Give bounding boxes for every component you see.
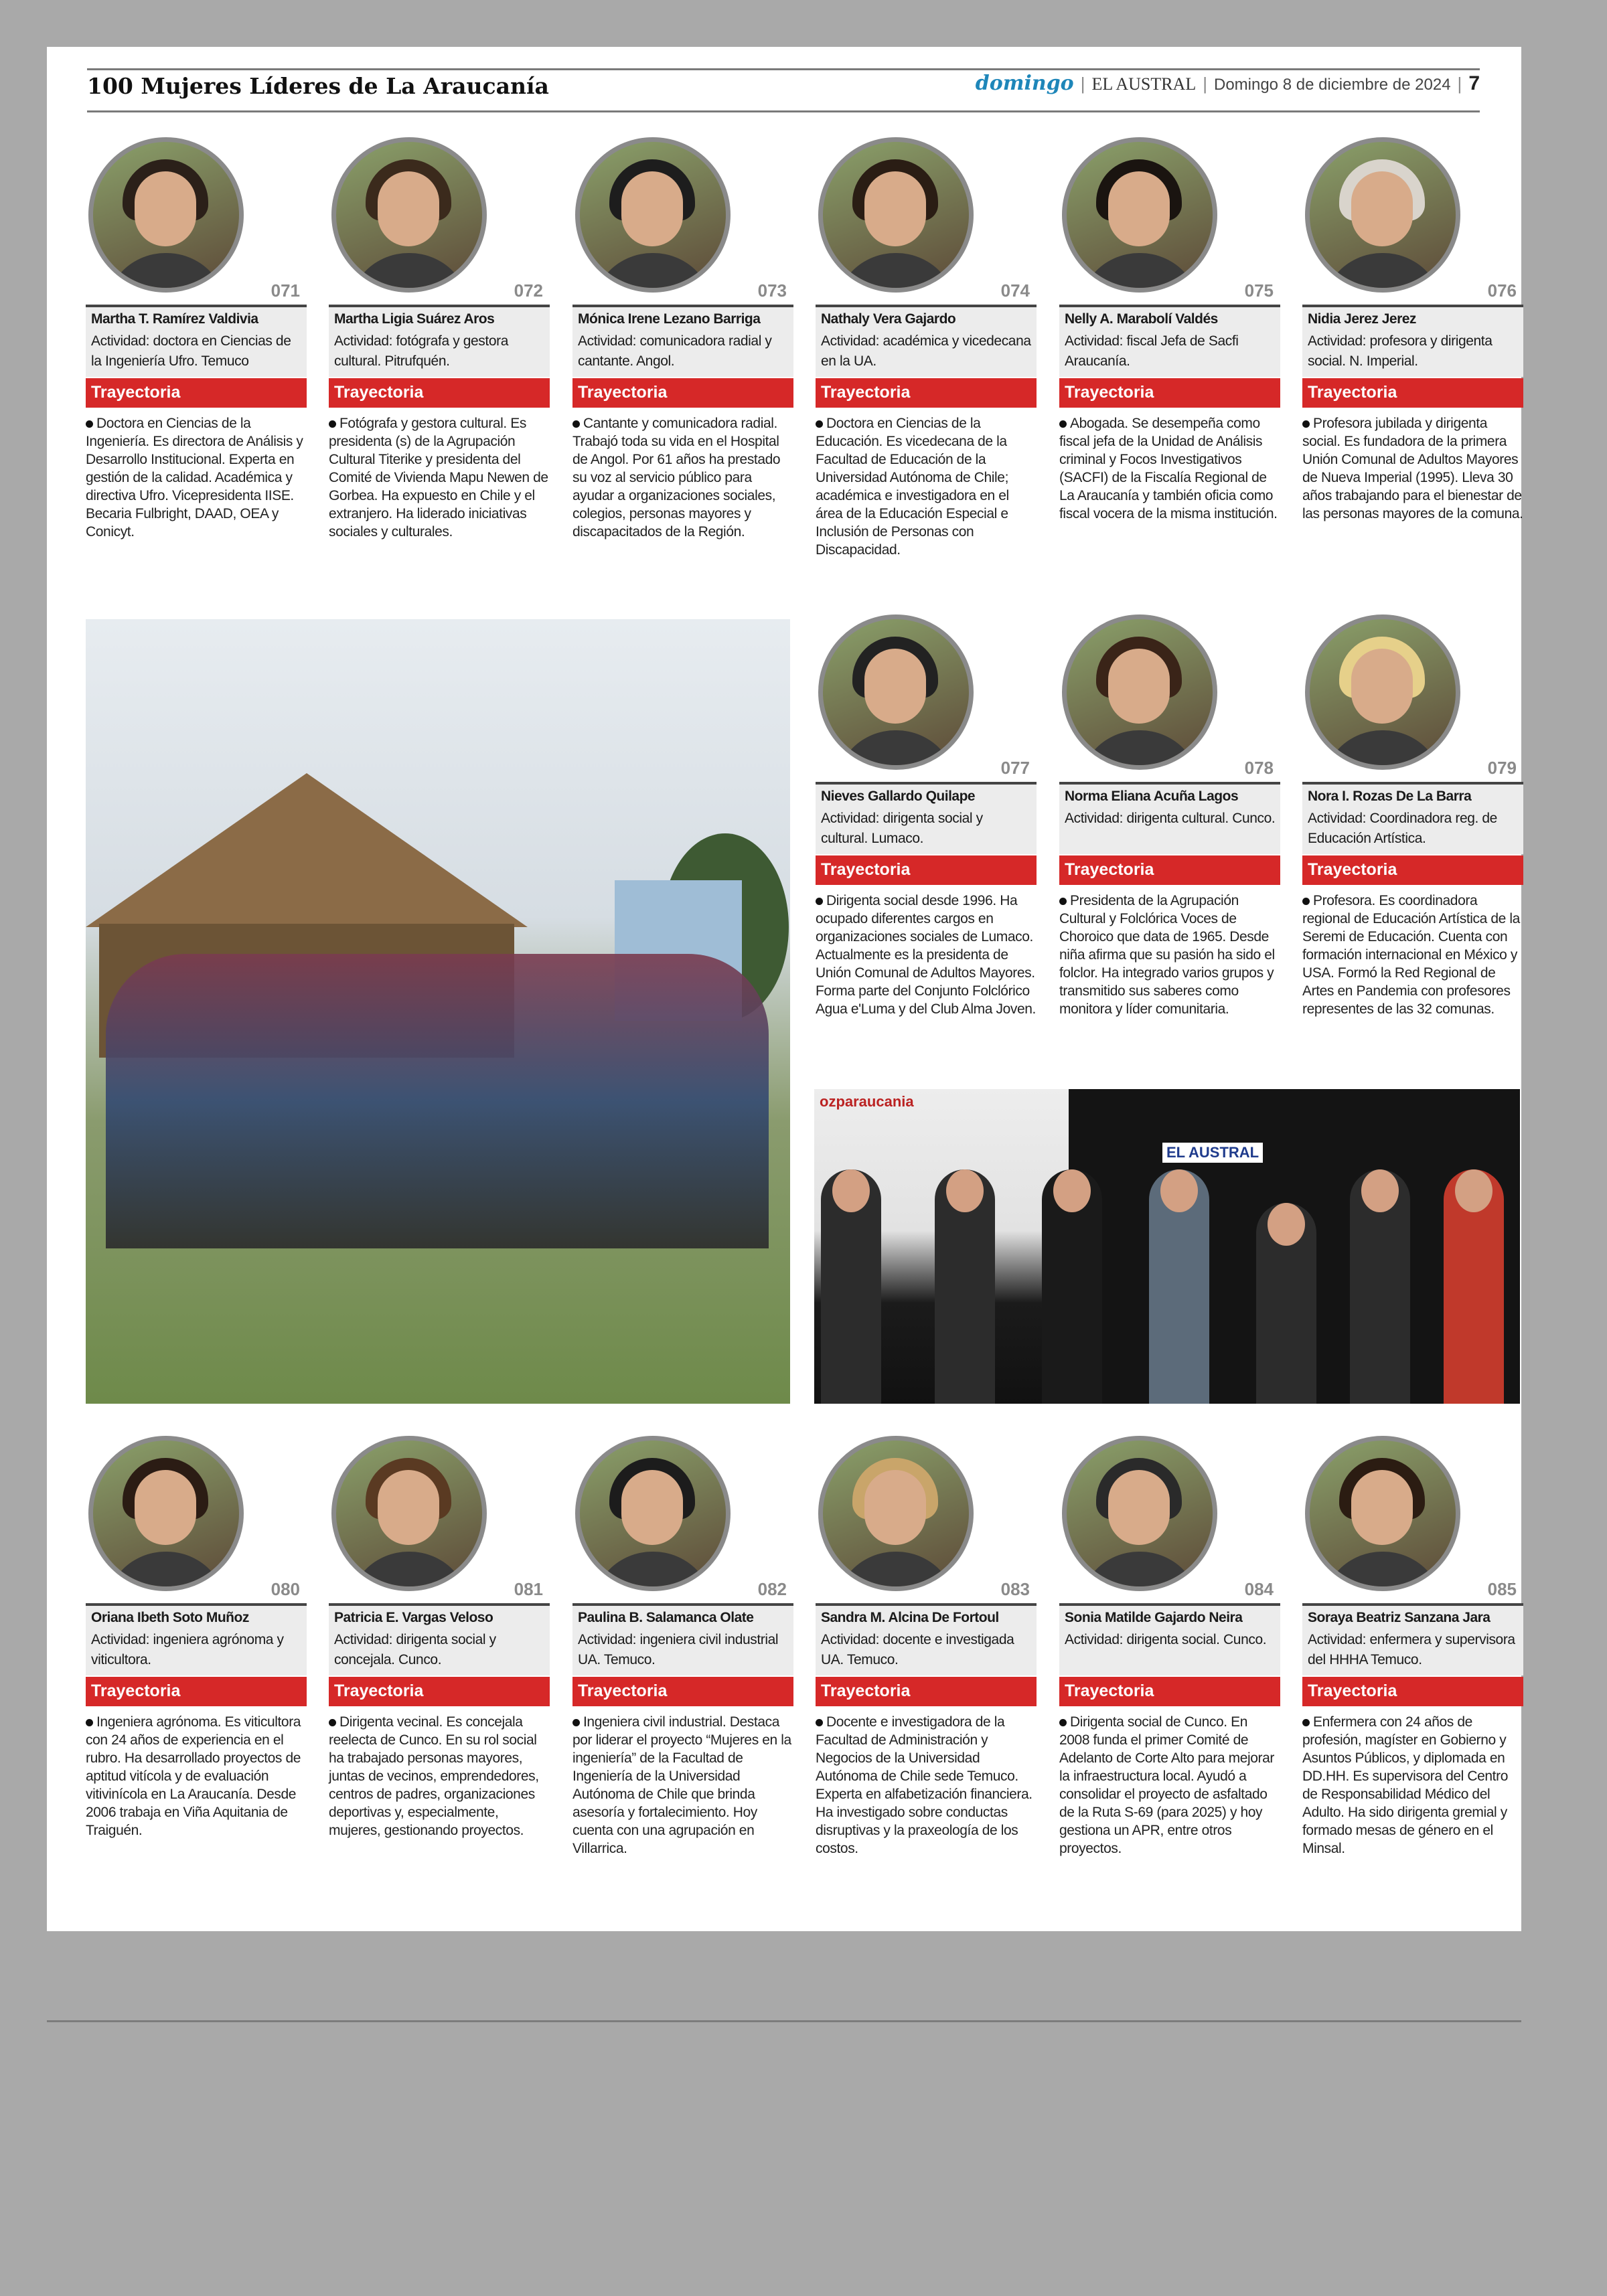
portrait-face: [621, 171, 683, 246]
bullet-icon: [329, 1719, 336, 1726]
profile-info-box: [816, 782, 1037, 854]
profile-name: Nieves Gallardo Quilape: [821, 789, 976, 804]
profile-description-text: Doctora en Ciencias de la Ingeniería. Es directora de Análisis y Desarrollo Institucional. Experta en gestión de la calidad. Académica y directiva Ufro. Vicepresidenta IISE. Becaria Fulbright, DAAD, OEA y Conicyt.: [86, 416, 303, 540]
event-person-head: [1361, 1169, 1399, 1212]
profile-description: [1059, 414, 1280, 523]
profile-description: [1302, 414, 1523, 523]
profile-description-text: Cantante y comunicadora radial. Trabajó toda su vida en el Hospital de Angol. Por 61 años ha prestado su voz al servicio público para ayudar a organizaciones sociales, colegios, personas mayores y discapacitados de la Región.: [572, 416, 781, 540]
profile-name: Martha Ligia Suárez Aros: [334, 311, 495, 327]
portrait-photo: [88, 137, 244, 293]
profile-description-text: Profesora jubilada y dirigenta social. Es fundadora de la primera Unión Comunal de Adultos Mayores de Nueva Imperial (1995). Lleva 30 años trabajando para el bienestar de las personas mayores de la comuna.: [1302, 416, 1523, 521]
profile-description: [1302, 1713, 1523, 1858]
portrait-face: [135, 1470, 196, 1545]
portrait-face: [864, 1470, 926, 1545]
profile-card: [816, 1436, 1037, 1856]
portrait-body: [105, 1552, 227, 1591]
profile-info-box: [816, 1603, 1037, 1675]
profile-number: 075: [1244, 280, 1274, 301]
profile-name: Nidia Jerez Jerez: [1308, 311, 1416, 327]
profile-description: [86, 1713, 307, 1839]
profile-name: Patricia E. Vargas Veloso: [334, 1610, 493, 1625]
profile-info-box: [816, 305, 1037, 377]
portrait-face: [1351, 1470, 1413, 1545]
portrait-face: [864, 171, 926, 246]
profile-number: 080: [271, 1579, 300, 1599]
profile-description-text: Doctora en Ciencias de la Educación. Es vicedecana de la Facultad de Educación de la Universidad Autónoma de Chile; académica e investigadora en el área de la Educación Especial e Inclusión de Personas con Discapacidad.: [816, 416, 1009, 558]
trayectoria-text: Trayectoria: [334, 383, 424, 402]
profile-description-text: Dirigenta vecinal. Es concejala reelecta de Cunco. En su rol social ha trabajado personas mayores, juntas de vecinos, emprendedores, centros de padres, organizaciones deportivas y, especialmente, mujeres, gestionando proyectos.: [329, 1714, 539, 1838]
trayectoria-text: Trayectoria: [1308, 860, 1397, 879]
profile-activity: Actividad: fotógrafa y gestora cultural. Pitrufquén.: [334, 333, 508, 369]
bullet-icon: [86, 420, 93, 428]
portrait-body: [835, 1552, 957, 1591]
masthead-separator: |: [1080, 74, 1085, 94]
profile-description: [1059, 1713, 1280, 1858]
trayectoria-text: Trayectoria: [821, 383, 911, 402]
profile-info-box: [572, 1603, 793, 1675]
trayectoria-text: Trayectoria: [91, 383, 181, 402]
profile-description-text: Docente e investigadora de la Facultad de Administración y Negocios de la Universidad Autónoma de Chile sede Temuco. Experta en alfabetización financiera. Ha investigado sobre conductas disruptivas y la praxeología de los costos.: [816, 1714, 1032, 1856]
portrait-body: [1322, 253, 1444, 293]
profile-description: [816, 1713, 1037, 1858]
profile-name: Norma Eliana Acuña Lagos: [1065, 789, 1239, 804]
portrait-body: [835, 730, 957, 770]
profile-name: Nelly A. Marabolí Valdés: [1065, 311, 1218, 327]
profile-card: [1302, 614, 1523, 1017]
portrait-photo: [1062, 137, 1217, 293]
portrait-photo: [575, 1436, 731, 1591]
portrait-face: [1108, 649, 1170, 724]
profile-description-text: Dirigenta social desde 1996. Ha ocupado diferentes cargos en organizaciones sociales de Lumaco. Actualmente es la presidenta de Unión Comunal de Adultos Mayores. Forma parte del Conjunto Folclórico Agua e'Luma y del Club Alma Joven.: [816, 893, 1036, 1017]
trayectoria-label: [1302, 855, 1523, 885]
profile-activity: Actividad: doctora en Ciencias de la Ingeniería Ufro. Temuco: [91, 333, 291, 369]
profile-info-box: [329, 1603, 550, 1675]
photo-hut-roof: [86, 773, 528, 927]
profile-info-box: [86, 305, 307, 377]
profile-number: 081: [514, 1579, 543, 1599]
profile-name: Nora I. Rozas De La Barra: [1308, 789, 1472, 804]
trayectoria-label: [1059, 378, 1280, 408]
trayectoria-label: [86, 378, 307, 408]
portrait-photo: [1305, 137, 1460, 293]
profile-activity: Actividad: docente e investigada UA. Temuco.: [821, 1632, 1014, 1667]
portrait-face: [1108, 1470, 1170, 1545]
bullet-icon: [572, 1719, 580, 1726]
portrait-face: [378, 1470, 439, 1545]
portrait-body: [1079, 1552, 1201, 1591]
event-photo: [814, 1089, 1520, 1404]
trayectoria-label: [1059, 1677, 1280, 1706]
profile-description-text: Enfermera con 24 años de profesión, magíster en Gobierno y Asuntos Públicos, y diplomada en DD.HH. Es supervisora del Centro de Responsabilidad Médico del Adulto. Ha sido dirigenta gremial y formado mesas de género en el Minsal.: [1302, 1714, 1508, 1856]
profile-number: 083: [1000, 1579, 1030, 1599]
profile-activity: Actividad: fiscal Jefa de Sacfi Araucanía.: [1065, 333, 1239, 369]
portrait-body: [348, 1552, 470, 1591]
profile-description-text: Ingeniera civil industrial. Destaca por liderar el proyecto “Mujeres en la ingeniería” de la Facultad de Ingeniería de la Universidad Autónoma de Chile que brinda asesoría y fortalecimiento. Hoy cuenta con una agrupación en Villarrica.: [572, 1714, 791, 1856]
profile-info-box: [572, 305, 793, 377]
profile-description-text: Dirigenta social de Cunco. En 2008 funda el primer Comité de Adelanto de Corte Alto para mejorar la infraestructura local. Ayudó a consolidar el proyecto de asfaltado de la Ruta S-69 (para 2025) y hoy gestiona un APR, entre otros proyectos.: [1059, 1714, 1275, 1856]
portrait-body: [105, 253, 227, 293]
photo-crowd: [106, 954, 769, 1248]
profile-name: Mónica Irene Lezano Barriga: [578, 311, 761, 327]
portrait-photo: [818, 137, 974, 293]
trayectoria-text: Trayectoria: [334, 1682, 424, 1700]
profile-card: [86, 137, 307, 540]
profile-info-box: [1059, 782, 1280, 854]
bullet-icon: [816, 420, 823, 428]
portrait-body: [592, 1552, 714, 1591]
profile-description: [1302, 892, 1523, 1018]
trayectoria-label: [86, 1677, 307, 1706]
profile-activity: Actividad: dirigenta social y cultural. Lumaco.: [821, 811, 983, 846]
trayectoria-label: [816, 378, 1037, 408]
trayectoria-text: Trayectoria: [1308, 383, 1397, 402]
profile-card: [329, 137, 550, 540]
portrait-face: [621, 1470, 683, 1545]
profile-number: 084: [1244, 1579, 1274, 1599]
profile-activity: Actividad: profesora y dirigenta social. N. Imperial.: [1308, 333, 1493, 369]
profile-info-box: [329, 305, 550, 377]
portrait-body: [1079, 253, 1201, 293]
bullet-icon: [1059, 420, 1067, 428]
event-person-head: [1268, 1203, 1305, 1246]
event-logo-ozparaucania: ozparaucania: [820, 1093, 914, 1110]
profile-info-box: [1059, 305, 1280, 377]
trayectoria-label: [329, 378, 550, 408]
profile-name: Soraya Beatriz Sanzana Jara: [1308, 1610, 1490, 1625]
profile-description: [572, 414, 793, 541]
profile-activity: Actividad: académica y vicedecana en la UA.: [821, 333, 1031, 369]
profile-card: [572, 1436, 793, 1856]
portrait-photo: [1062, 614, 1217, 770]
bullet-icon: [1059, 1719, 1067, 1726]
trayectoria-text: Trayectoria: [578, 1682, 668, 1700]
profile-number: 072: [514, 280, 543, 301]
portrait-photo: [575, 137, 731, 293]
profile-number: 076: [1487, 280, 1517, 301]
profile-card: [86, 1436, 307, 1838]
portrait-face: [1108, 171, 1170, 246]
section-title: 100 Mujeres Líderes de La Araucanía: [87, 73, 549, 99]
bullet-icon: [816, 1719, 823, 1726]
profile-description: [86, 414, 307, 541]
bullet-icon: [329, 420, 336, 428]
bottom-rule: [47, 2020, 1521, 2022]
trayectoria-text: Trayectoria: [1065, 1682, 1154, 1700]
masthead-paper: EL AUSTRAL: [1091, 74, 1197, 94]
profile-description: [1059, 892, 1280, 1018]
trayectoria-label: [329, 1677, 550, 1706]
profile-activity: Actividad: comunicadora radial y cantante. Angol.: [578, 333, 772, 369]
bullet-icon: [572, 420, 580, 428]
profile-name: Oriana Ibeth Soto Muñoz: [91, 1610, 249, 1625]
profile-card: [1302, 137, 1523, 521]
profile-description-text: Ingeniera agrónoma. Es viticultora con 24 años de experiencia en el rubro. Ha desarrollado proyectos de aptitud vitícola y de evaluación vitivinícola en La Araucanía. Desde 2006 trabaja en Viña Aquitania de Traiguén.: [86, 1714, 301, 1838]
event-person-head: [1053, 1169, 1091, 1212]
trayectoria-text: Trayectoria: [821, 860, 911, 879]
profile-number: 077: [1000, 758, 1030, 778]
portrait-body: [1322, 1552, 1444, 1591]
portrait-photo: [1305, 1436, 1460, 1591]
trayectoria-label: [572, 1677, 793, 1706]
profile-card: [572, 137, 793, 540]
profile-number: 085: [1487, 1579, 1517, 1599]
bullet-icon: [816, 898, 823, 905]
profile-description: [816, 414, 1037, 559]
trayectoria-label: [1302, 1677, 1523, 1706]
bullet-icon: [1059, 898, 1067, 905]
trayectoria-text: Trayectoria: [1065, 383, 1154, 402]
profile-description: [572, 1713, 793, 1858]
portrait-body: [348, 253, 470, 293]
portrait-photo: [1305, 614, 1460, 770]
trayectoria-label: [816, 1677, 1037, 1706]
profile-card: [329, 1436, 550, 1838]
profile-description-text: Presidenta de la Agrupación Cultural y Folclórica Voces de Choroico que data de 1965. Desde niña afirma que su pasión ha sido el folclor. Ha integrado varios grupos y transmitido sus saberes como monitora y líder comunitaria.: [1059, 893, 1275, 1017]
portrait-face: [135, 171, 196, 246]
portrait-photo: [88, 1436, 244, 1591]
profile-description: [816, 892, 1037, 1018]
profile-info-box: [1059, 1603, 1280, 1675]
portrait-body: [1079, 730, 1201, 770]
newspaper-page: [47, 47, 1521, 1931]
profile-activity: Actividad: dirigenta social y concejala. Cunco.: [334, 1632, 496, 1667]
profile-description: [329, 1713, 550, 1839]
portrait-body: [1322, 730, 1444, 770]
profile-activity: Actividad: dirigenta social. Cunco.: [1065, 1632, 1267, 1647]
profile-number: 079: [1487, 758, 1517, 778]
profile-name: Paulina B. Salamanca Olate: [578, 1610, 754, 1625]
profile-number: 082: [757, 1579, 787, 1599]
profile-activity: Actividad: Coordinadora reg. de Educación Artística.: [1308, 811, 1497, 846]
profile-info-box: [86, 1603, 307, 1675]
profile-card: [1059, 137, 1280, 521]
portrait-face: [864, 649, 926, 724]
profile-description: [329, 414, 550, 541]
profile-name: Sonia Matilde Gajardo Neira: [1065, 1610, 1243, 1625]
profile-activity: Actividad: ingeniera civil industrial UA. Temuco.: [578, 1632, 779, 1667]
trayectoria-label: [572, 378, 793, 408]
trayectoria-text: Trayectoria: [1308, 1682, 1397, 1700]
trayectoria-text: Trayectoria: [821, 1682, 911, 1700]
masthead-separator: |: [1203, 74, 1207, 94]
event-logo-el-austral: EL AUSTRAL: [1162, 1143, 1263, 1163]
event-person-head: [832, 1169, 870, 1212]
trayectoria-label: [816, 855, 1037, 885]
portrait-photo: [818, 614, 974, 770]
event-person-head: [1455, 1169, 1493, 1212]
profile-name: Martha T. Ramírez Valdivia: [91, 311, 258, 327]
bullet-icon: [1302, 1719, 1310, 1726]
profile-name: Nathaly Vera Gajardo: [821, 311, 956, 327]
masthead: [976, 72, 1480, 95]
portrait-face: [1351, 171, 1413, 246]
bullet-icon: [1302, 898, 1310, 905]
portrait-body: [592, 253, 714, 293]
profile-card: [816, 614, 1037, 1017]
portrait-face: [378, 171, 439, 246]
profile-activity: Actividad: enfermera y supervisora del HHHA Temuco.: [1308, 1632, 1515, 1667]
group-photo: [86, 619, 790, 1404]
profile-description-text: Fotógrafa y gestora cultural. Es presidenta (s) de la Agrupación Cultural Titerike y presidenta del Comité de Vivienda Mapu Newen de Gorbea. Ha expuesto en Chile y el extranjero. Ha liderado iniciativas sociales y culturales.: [329, 416, 548, 540]
profile-description-text: Abogada. Se desempeña como fiscal jefa de la Unidad de Análisis criminal y Focos Investigativos (SACFI) de la Fiscalía Regional de La Araucanía y también oficia como fiscal vocera de la misma institución.: [1059, 416, 1278, 521]
masthead-brand: domingo: [975, 72, 1074, 95]
profile-activity: Actividad: dirigenta cultural. Cunco.: [1065, 811, 1276, 826]
portrait-photo: [331, 1436, 487, 1591]
profile-description-text: Profesora. Es coordinadora regional de Educación Artística de la Seremi de Educación. Cuenta con formación internacional en México y USA. Formó la Red Regional de Artes en Pandemia con profesores representes de las 32 comunas.: [1302, 893, 1520, 1017]
trayectoria-text: Trayectoria: [91, 1682, 181, 1700]
bullet-icon: [86, 1719, 93, 1726]
profile-card: [816, 137, 1037, 558]
portrait-photo: [818, 1436, 974, 1591]
trayectoria-text: Trayectoria: [578, 383, 668, 402]
portrait-photo: [1062, 1436, 1217, 1591]
portrait-face: [1351, 649, 1413, 724]
masthead-separator: |: [1457, 74, 1462, 94]
portrait-photo: [331, 137, 487, 293]
portrait-body: [835, 253, 957, 293]
profile-number: 071: [271, 280, 300, 301]
trayectoria-label: [1302, 378, 1523, 408]
event-person-head: [946, 1169, 984, 1212]
profile-info-box: [1302, 1603, 1523, 1675]
trayectoria-text: Trayectoria: [1065, 860, 1154, 879]
profile-number: 078: [1244, 758, 1274, 778]
bullet-icon: [1302, 420, 1310, 428]
page-number: 7: [1468, 72, 1480, 94]
profile-number: 074: [1000, 280, 1030, 301]
trayectoria-label: [1059, 855, 1280, 885]
profile-number: 073: [757, 280, 787, 301]
profile-card: [1302, 1436, 1523, 1856]
profile-card: [1059, 1436, 1280, 1856]
page-header: [87, 68, 1480, 112]
profile-activity: Actividad: ingeniera agrónoma y viticultora.: [91, 1632, 284, 1667]
profile-info-box: [1302, 305, 1523, 377]
profile-card: [1059, 614, 1280, 1017]
event-person-head: [1160, 1169, 1198, 1212]
masthead-date: Domingo 8 de diciembre de 2024: [1213, 76, 1451, 94]
profile-name: Sandra M. Alcina De Fortoul: [821, 1610, 999, 1625]
profile-info-box: [1302, 782, 1523, 854]
